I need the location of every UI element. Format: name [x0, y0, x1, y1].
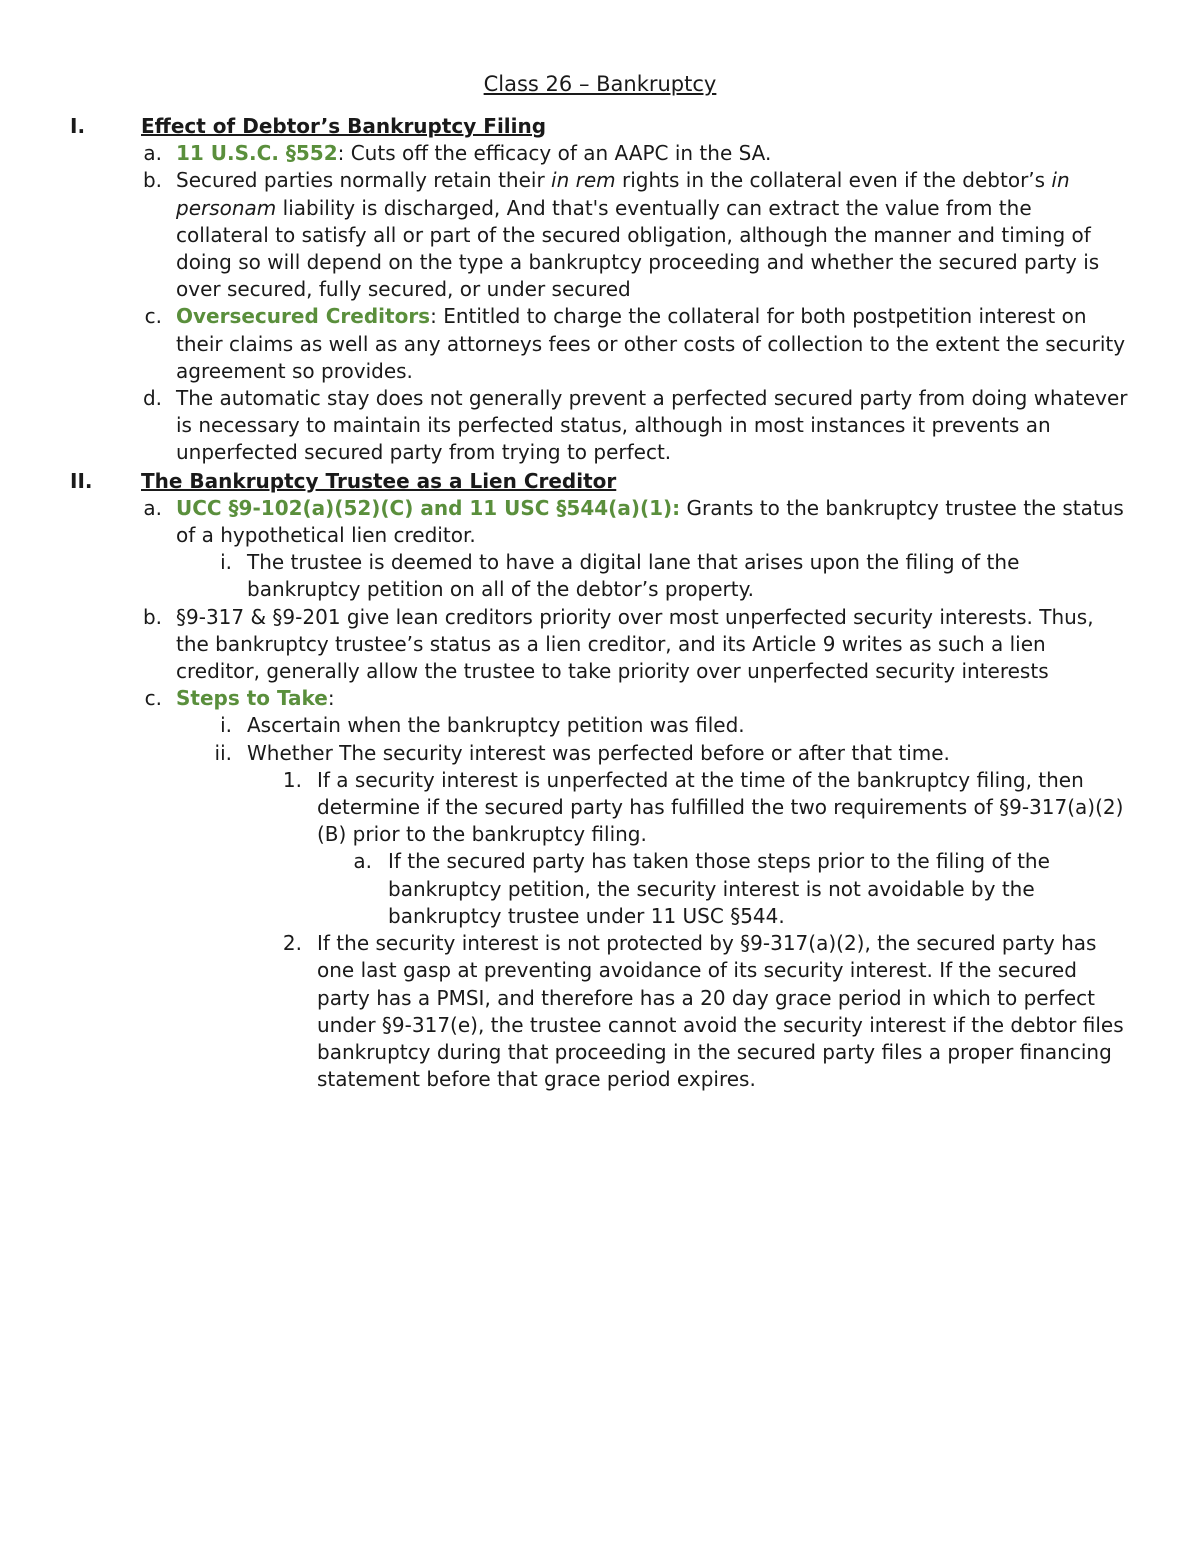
- letter-marker: b.: [142, 604, 162, 629]
- letter-marker: a.: [353, 849, 372, 874]
- item-body: :: [327, 686, 335, 711]
- list-item: [0, 140, 1200, 167]
- latin-term: in personam: [176, 168, 1070, 220]
- page-title: Class 26 – Bankruptcy: [483, 72, 717, 96]
- roman-marker: II.: [70, 468, 93, 493]
- list-item-text: §9-317 & §9-201 give lean creditors priority over most unperfected security interests. Thus, the bankruptcy trustee’s status as a lien creditor, and its Article 9 writes as such a lien creditor, generally allow the trustee to take priority over unperfected security interests: [176, 604, 1094, 684]
- item-body: : Cuts off the efficacy of an AAPC in the SA.: [337, 141, 772, 166]
- letter-marker: b.: [142, 168, 162, 193]
- list-item-text: Whether The security interest was perfected before or after that time.: [247, 740, 950, 765]
- nested-step: [0, 848, 1200, 930]
- list-item-text: If a security interest is unperfected at the time of the bankruptcy filing, then determine if the secured party has fulfilled the two requirements of §9-317(a)(2)(B) prior to the bankruptcy filing.: [317, 767, 1124, 847]
- term-highlight: Oversecured Creditors: [176, 304, 431, 329]
- sub-list-item: [0, 712, 1200, 739]
- section-title: The Bankruptcy Trustee as a Lien Creditor: [141, 468, 617, 493]
- list-item: [0, 495, 1200, 549]
- list-item: [0, 385, 1200, 467]
- roman-lower-marker: ii.: [214, 740, 232, 765]
- list-item: [0, 303, 1200, 385]
- item-body: Grants to the bankruptcy trustee the status of a hypothetical lien creditor.: [176, 495, 1124, 548]
- list-item-text: If the secured party has taken those steps prior to the filing of the bankruptcy petition, the security interest is not avoidable by the bankruptcy trustee under 11 USC §544.: [388, 849, 1050, 928]
- list-item-text: [176, 167, 1130, 303]
- item-body: liability is discharged, And that's eventually can extract the value from the collateral to satisfy all or part of the secured obligation, although the manner and timing of doing so will depend on the type a bankruptcy proceeding and whether the secured party is over secured, fully secured, or under secured: [176, 195, 1100, 302]
- list-item: [0, 604, 1200, 686]
- sub-list-item: [0, 740, 1200, 767]
- section-heading: [0, 468, 1200, 495]
- roman-lower-marker: i.: [220, 550, 232, 575]
- list-item-text: [176, 495, 1130, 549]
- outline: [0, 112, 1200, 1093]
- list-item: [0, 685, 1200, 712]
- list-item: [0, 167, 1200, 303]
- letter-marker: a.: [143, 141, 162, 166]
- number-marker: 1.: [282, 767, 302, 792]
- letter-marker: c.: [144, 304, 162, 329]
- section-heading: [0, 113, 1200, 140]
- sub-list-item: [0, 549, 1200, 603]
- section-title: Effect of Debtor’s Bankruptcy Filing: [141, 114, 547, 138]
- roman-lower-marker: i.: [220, 713, 232, 738]
- roman-marker: I.: [70, 114, 86, 138]
- list-item-text: The automatic stay does not generally prevent a perfected secured party from doing whatever is necessary to maintain its perfected status, although in most instances it prevents an unperfected secured party from trying to perfect.: [176, 386, 1128, 465]
- list-item-text: The trustee is deemed to have a digital lane that arises upon the filing of the bankruptcy petition on all of the debtor’s property.: [247, 550, 1020, 602]
- letter-marker: a.: [143, 495, 162, 520]
- list-item-text: If the security interest is not protected by §9-317(a)(2), the secured party has one last gasp at preventing avoidance of its security interest. If the secured party has a PMSI, and therefore has a 20 day grace period in which to perfect under §9-317(e), the trustee cannot avoid the security interest if the debtor files bankruptcy during that proceeding in the secured party files a proper financing statement before that grace period expires.: [317, 931, 1124, 1092]
- statute-citation: 11 U.S.C. §552: [176, 141, 338, 166]
- term-highlight: Steps to Take: [176, 686, 328, 711]
- numbered-step: [0, 930, 1200, 1093]
- numbered-step: [0, 767, 1200, 849]
- item-body: rights in the collateral even if the debtor’s: [615, 168, 1052, 193]
- letter-marker: c.: [144, 686, 162, 711]
- latin-term: in rem: [551, 168, 616, 193]
- list-item-text: [176, 140, 1130, 167]
- item-body: : Entitled to charge the collateral for both postpetition interest on their claims as well as any attorneys fees or other costs of collection to the extent the security agreement so provides.: [176, 304, 1126, 383]
- item-body: Secured parties normally retain their: [176, 168, 552, 193]
- list-item-text: [176, 303, 1130, 385]
- number-marker: 2.: [282, 931, 302, 956]
- list-item-text: [176, 685, 1130, 712]
- list-item-text: Ascertain when the bankruptcy petition was filed.: [247, 713, 745, 738]
- letter-marker: d.: [142, 386, 162, 411]
- statute-citation: UCC §9-102(a)(52)(C) and 11 USC §544(a)(1):: [176, 495, 681, 520]
